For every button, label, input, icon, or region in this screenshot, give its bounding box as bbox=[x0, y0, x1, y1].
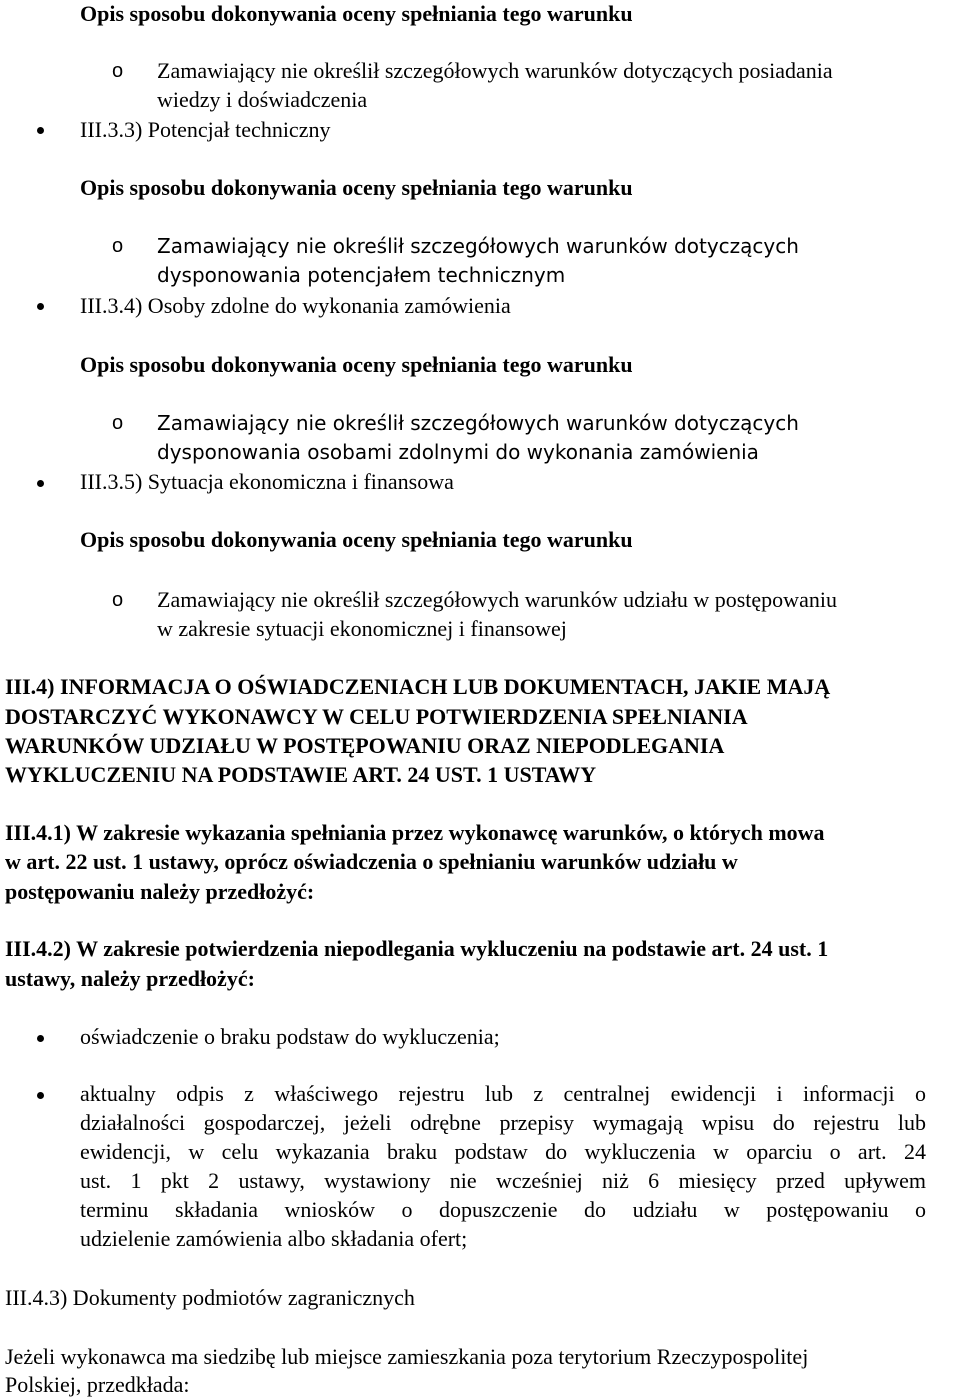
bullet-icon bbox=[37, 303, 44, 310]
paragraph-line: Jeżeli wykonawca ma siedzibę lub miejsce zamieszkania poza terytorium Rzeczypospolitej bbox=[5, 1344, 809, 1369]
subsection-4-3-heading: III.4.3) Dokumenty podmiotów zagranicznych bbox=[5, 1285, 415, 1310]
bullet-icon bbox=[37, 480, 44, 487]
list-item-line: działalności gospodarczej, jeżeli odrębne przepisy wymagają wpisu do rejestru lub bbox=[80, 1110, 926, 1135]
list-marker-o: o bbox=[112, 589, 124, 611]
subsection-4-1-line: postępowaniu należy przedłożyć: bbox=[5, 879, 315, 904]
subsection-4-2-line: III.4.2) W zakresie potwierdzenia niepodlegania wykluczeniu na podstawie art. 24 ust. 1 bbox=[5, 936, 829, 961]
section-heading-3-3: III.3.3) Potencjał techniczny bbox=[80, 117, 331, 142]
section-heading-4-line: WYKLUCZENIU NA PODSTAWIE ART. 24 UST. 1 USTAWY bbox=[5, 762, 597, 787]
paragraph-line: Polskiej, przedkłada: bbox=[5, 1372, 190, 1397]
section-heading-4-line: DOSTARCZYĆ WYKONAWCY W CELU POTWIERDZENIA SPEŁNIANIA bbox=[5, 704, 748, 729]
opis-heading-2: Opis sposobu dokonywania oceny spełniania tego warunku bbox=[80, 175, 633, 200]
section-heading-3-5: III.3.5) Sytuacja ekonomiczna i finansowa bbox=[80, 469, 454, 494]
list-item-line: ust. 1 pkt 2 ustawy, wystawiony nie wcześniej niż 6 miesięcy przed upływem bbox=[80, 1168, 926, 1193]
opis-heading-3: Opis sposobu dokonywania oceny spełniania tego warunku bbox=[80, 352, 633, 377]
list-marker-o: o bbox=[112, 412, 124, 434]
list-marker-o: o bbox=[112, 60, 124, 82]
section-heading-3-4: III.3.4) Osoby zdolne do wykonania zamówienia bbox=[80, 293, 511, 318]
item-text-line: wiedzy i doświadczenia bbox=[157, 87, 368, 112]
item-text-line: Zamawiający nie określił szczegółowych warunków udziału w postępowaniu bbox=[157, 587, 837, 612]
opis-heading-1: Opis sposobu dokonywania oceny spełniania tego warunku bbox=[80, 1, 633, 26]
item-text-line: w zakresie sytuacji ekonomicznej i finansowej bbox=[157, 616, 567, 641]
list-marker-o: o bbox=[112, 235, 124, 257]
list-item-line: aktualny odpis z właściwego rejestru lub z centralnej ewidencji i informacji o bbox=[80, 1081, 926, 1106]
section-heading-4-line: WARUNKÓW UDZIAŁU W POSTĘPOWANIU ORAZ NIEPODLEGANIA bbox=[5, 733, 725, 758]
bullet-icon bbox=[37, 1092, 44, 1099]
item-text-line: Zamawiający nie określił szczegółowych warunków dotyczących bbox=[157, 411, 799, 435]
list-item-line: udzielenie zamówienia albo składania ofert; bbox=[80, 1226, 468, 1251]
list-item-line: terminu składania wniosków o dopuszczenie do udziału w postępowaniu o bbox=[80, 1197, 926, 1222]
section-heading-4-line: III.4) INFORMACJA O OŚWIADCZENIACH LUB DOKUMENTACH, JAKIE MAJĄ bbox=[5, 674, 831, 699]
subsection-4-1-line: III.4.1) W zakresie wykazania spełniania przez wykonawcę warunków, o których mowa bbox=[5, 820, 825, 845]
bullet-icon bbox=[37, 127, 44, 134]
item-text-line: dysponowania osobami zdolnymi do wykonania zamówienia bbox=[157, 440, 759, 464]
item-text-line: dysponowania potencjałem technicznym bbox=[157, 263, 566, 287]
item-text-line: Zamawiający nie określił szczegółowych warunków dotyczących posiadania bbox=[157, 58, 833, 83]
opis-heading-4: Opis sposobu dokonywania oceny spełniania tego warunku bbox=[80, 527, 633, 552]
list-item: oświadczenie o braku podstaw do wykluczenia; bbox=[80, 1024, 500, 1049]
subsection-4-2-line: ustawy, należy przedłożyć: bbox=[5, 966, 255, 991]
bullet-icon bbox=[37, 1035, 44, 1042]
list-item-line: ewidencji, w celu wykazania braku podstaw do wykluczenia w oparciu o art. 24 bbox=[80, 1139, 926, 1164]
item-text-line: Zamawiający nie określił szczegółowych warunków dotyczących bbox=[157, 234, 799, 258]
subsection-4-1-line: w art. 22 ust. 1 ustawy, oprócz oświadczenia o spełnianiu warunków udziału w bbox=[5, 849, 738, 874]
